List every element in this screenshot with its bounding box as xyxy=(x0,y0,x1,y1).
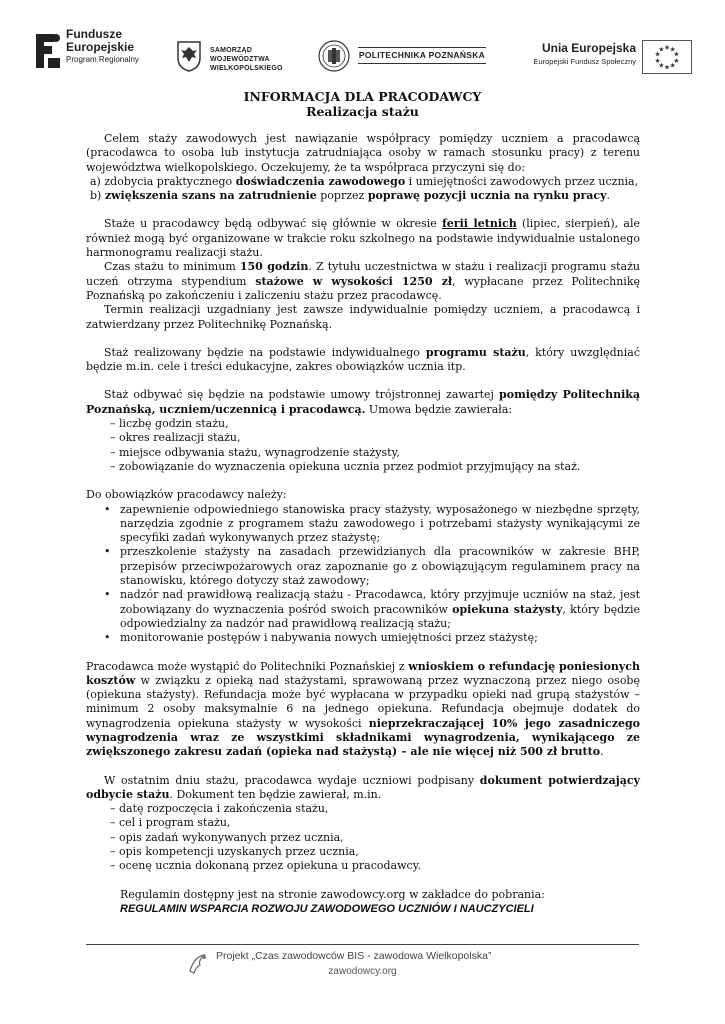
fundusze-europejskie-logo xyxy=(34,28,152,78)
regulations-text: Regulamin dostępny jest na stronie zawodowcy.org w zakładce do pobrania: xyxy=(120,887,545,901)
wlkp-line1: SAMORZĄD WOJEWÓDZTWA xyxy=(210,47,270,63)
politechnika-poznanska-logo xyxy=(318,40,490,74)
document-title: INFORMACJA DLA PRACODAWCY xyxy=(243,89,482,104)
fe-mark-icon xyxy=(34,30,62,70)
pp-name: POLITECHNIKA POZNAŃSKA xyxy=(358,47,486,64)
contract-item: – zobowiązanie do wyznaczenia opiekuna ucznia przez podmiot przyjmujący na staż. xyxy=(110,459,581,473)
duty-item: • zapewnienie odpowiedniego stanowiska pracy stażysty, wyposażonego w niezbędne sprzęty, narzędzia zgodnie z programem stażu zawodowego i potrzebami stażysty wynikającymi ze specyfiki zadań wykonywanych przez stażystę; xyxy=(104,502,640,545)
duration-paragraph: Czas stażu to minimum 150 godzin. Z tytułu uczestnictwa w stażu i realizacji programu stażu uczeń otrzyma stypendium stażowe w wysokości 1250 zł, wypłacane przez Politechnikę Poznańską po zakończeniu i zaliczeniu stażu przez pracodawcę. xyxy=(86,260,640,302)
certificate-item: – opis kompetencji uzyskanych przez ucznia, xyxy=(110,845,359,859)
duty-item: • przeszkolenie stażysty na zasadach przewidzianych dla pracowników w zakresie BHP, przepisów przeciwpożarowych oraz zapoznanie go z obowiązującym regulaminem pracy na stanowisku, którego dotyczy staż zawodowy; xyxy=(104,545,640,588)
wlkp-line2: WIELKOPOLSKIEGO xyxy=(210,65,283,72)
refund-paragraph: Pracodawca może wystąpić do Politechniki Poznańskiej z wnioskiem o refundację poniesionych kosztów w związku z opieką nad stażystami, sprawowaną przez wyznaczoną przez niego osobę (opiekuna stażysty). Refundacja może być wypłacana w przypadku opieki nad grupą stażystów – minimum 2 osoby maksymalnie 6 na jednego opiekuna. Refundacja obejmuje dodatek do wynagrodzenia opiekuna stażysty w wysokości nieprzekraczającej 10% jego zasadniczego wynagrodzenia wraz ze wszystkimi składnikami wynagrodzenia, wynikającego ze zwiększonego zakresu zadań (opieka nad stażystą) – ale nie więcej niż 500 zł brutto. xyxy=(86,659,641,759)
footer-project-name: Projekt „Czas zawodowców BIS - zawodowa Wielkopolska” xyxy=(216,950,492,962)
regulations-title: REGULAMIN WSPARCIA ROZWOJU ZAWODOWEGO UCZNIÓW I NAUCZYCIELI xyxy=(120,902,534,915)
footer-divider xyxy=(86,944,639,945)
intro-item-b: b) zwiększenia szans na zatrudnienie poprzez poprawę pozycji ucznia na rynku pracy. xyxy=(90,189,610,203)
contract-item: – okres realizacji stażu, xyxy=(110,431,241,445)
unia-europejska-logo xyxy=(518,40,688,80)
duties-intro: Do obowiązków pracodawcy należy: xyxy=(86,488,287,502)
period-paragraph: Staże u pracodawcy będą odbywać się głównie w okresie ferii letnich (lipiec, sierpień), ale również mogą być organizowane w trakcie roku szkolnego na podstawie indywidualnie ustalonego harmonogramu realizacji stażu. xyxy=(86,217,640,260)
contract-item: – miejsce odbywania stażu, wynagrodzenie stażysty, xyxy=(110,445,400,459)
ue-line1: Unia Europejska xyxy=(541,41,636,55)
bullet-icon: • xyxy=(104,588,111,602)
university-seal-icon xyxy=(318,40,350,72)
footer-site: zawodowcy.org xyxy=(328,966,397,977)
duty-item: • monitorowanie postępów i nabywania nowych umiejętności przez stażystę; xyxy=(104,631,538,645)
duty-item: • nadzór nad prawidłową realizacją stażu - Pracodawca, który przyjmuje uczniów na staż, jest zobowiązany do wyznaczenia pośród swoich pracowników opiekuna stażysty, który będzie odpowiedzialny za nadzór nad prawidłową realizacją stażu; xyxy=(104,588,641,630)
fe-line3: Program Regionalny xyxy=(66,55,139,64)
certificate-item: – opis zadań wykonywanych przez ucznia, xyxy=(110,830,344,844)
contract-item: – liczbę godzin stażu, xyxy=(110,417,229,431)
certificate-item: – ocenę ucznia dokonaną przez opiekuna u pracodawcy. xyxy=(110,859,421,873)
certificate-item: – datę rozpoczęcia i zakończenia stażu, xyxy=(110,802,329,816)
bullet-icon: • xyxy=(104,631,111,645)
program-paragraph: Staż realizowany będzie na podstawie indywidualnego programu stażu, który uwzględniać będzie m.in. cele i treści edukacyjne, zakres obowiązków ucznia itp. xyxy=(86,345,640,374)
fe-line1: Fundusze xyxy=(66,27,122,41)
document-body xyxy=(86,132,640,916)
document-subtitle: Realizacja stażu xyxy=(306,104,419,119)
ue-line2: Europejski Fundusz Społeczny xyxy=(533,57,636,66)
intro-paragraph: Celem staży zawodowych jest nawiązanie współpracy pomiędzy uczniem a pracodawcą (pracodawca to osoba lub instytucja zatrudniająca osoby w ramach stosunku pracy) z terenu województwa wielkopolskiego. Oczekujemy, że ta współpraca przyczyni się do: xyxy=(86,132,640,174)
intro-item-a: a) zdobycia praktycznego doświadczenia zawodowego i umiejętności zawodowych przez ucznia, xyxy=(90,174,639,188)
header-logos xyxy=(0,0,725,85)
schedule-paragraph: Termin realizacji uzgadniany jest zawsze indywidualnie pomiędzy uczniem, a pracodawcą i zatwierdzany przez Politechnikę Poznańską. xyxy=(86,303,640,331)
certificate-item: – cel i program stażu, xyxy=(110,816,231,830)
contract-paragraph: Staż odbywać się będzie na podstawie umowy trójstronnej zawartej pomiędzy Politechniką Poznańską, uczniem/uczennicą i pracodawcą. Umowa będzie zawierała: xyxy=(86,388,641,416)
certificate-paragraph: W ostatnim dniu stażu, pracodawca wydaje uczniowi podpisany dokument potwierdzający odbycie stażu. Dokument ten będzie zawierał, m.in. xyxy=(86,773,641,801)
fe-line2: Europejskie xyxy=(66,40,135,54)
eagle-crest-icon xyxy=(176,40,202,72)
samorzad-wielkopolska-logo xyxy=(176,40,296,74)
bullet-icon: • xyxy=(104,545,111,559)
bullet-icon: • xyxy=(104,502,111,516)
eu-flag-icon xyxy=(642,40,692,74)
